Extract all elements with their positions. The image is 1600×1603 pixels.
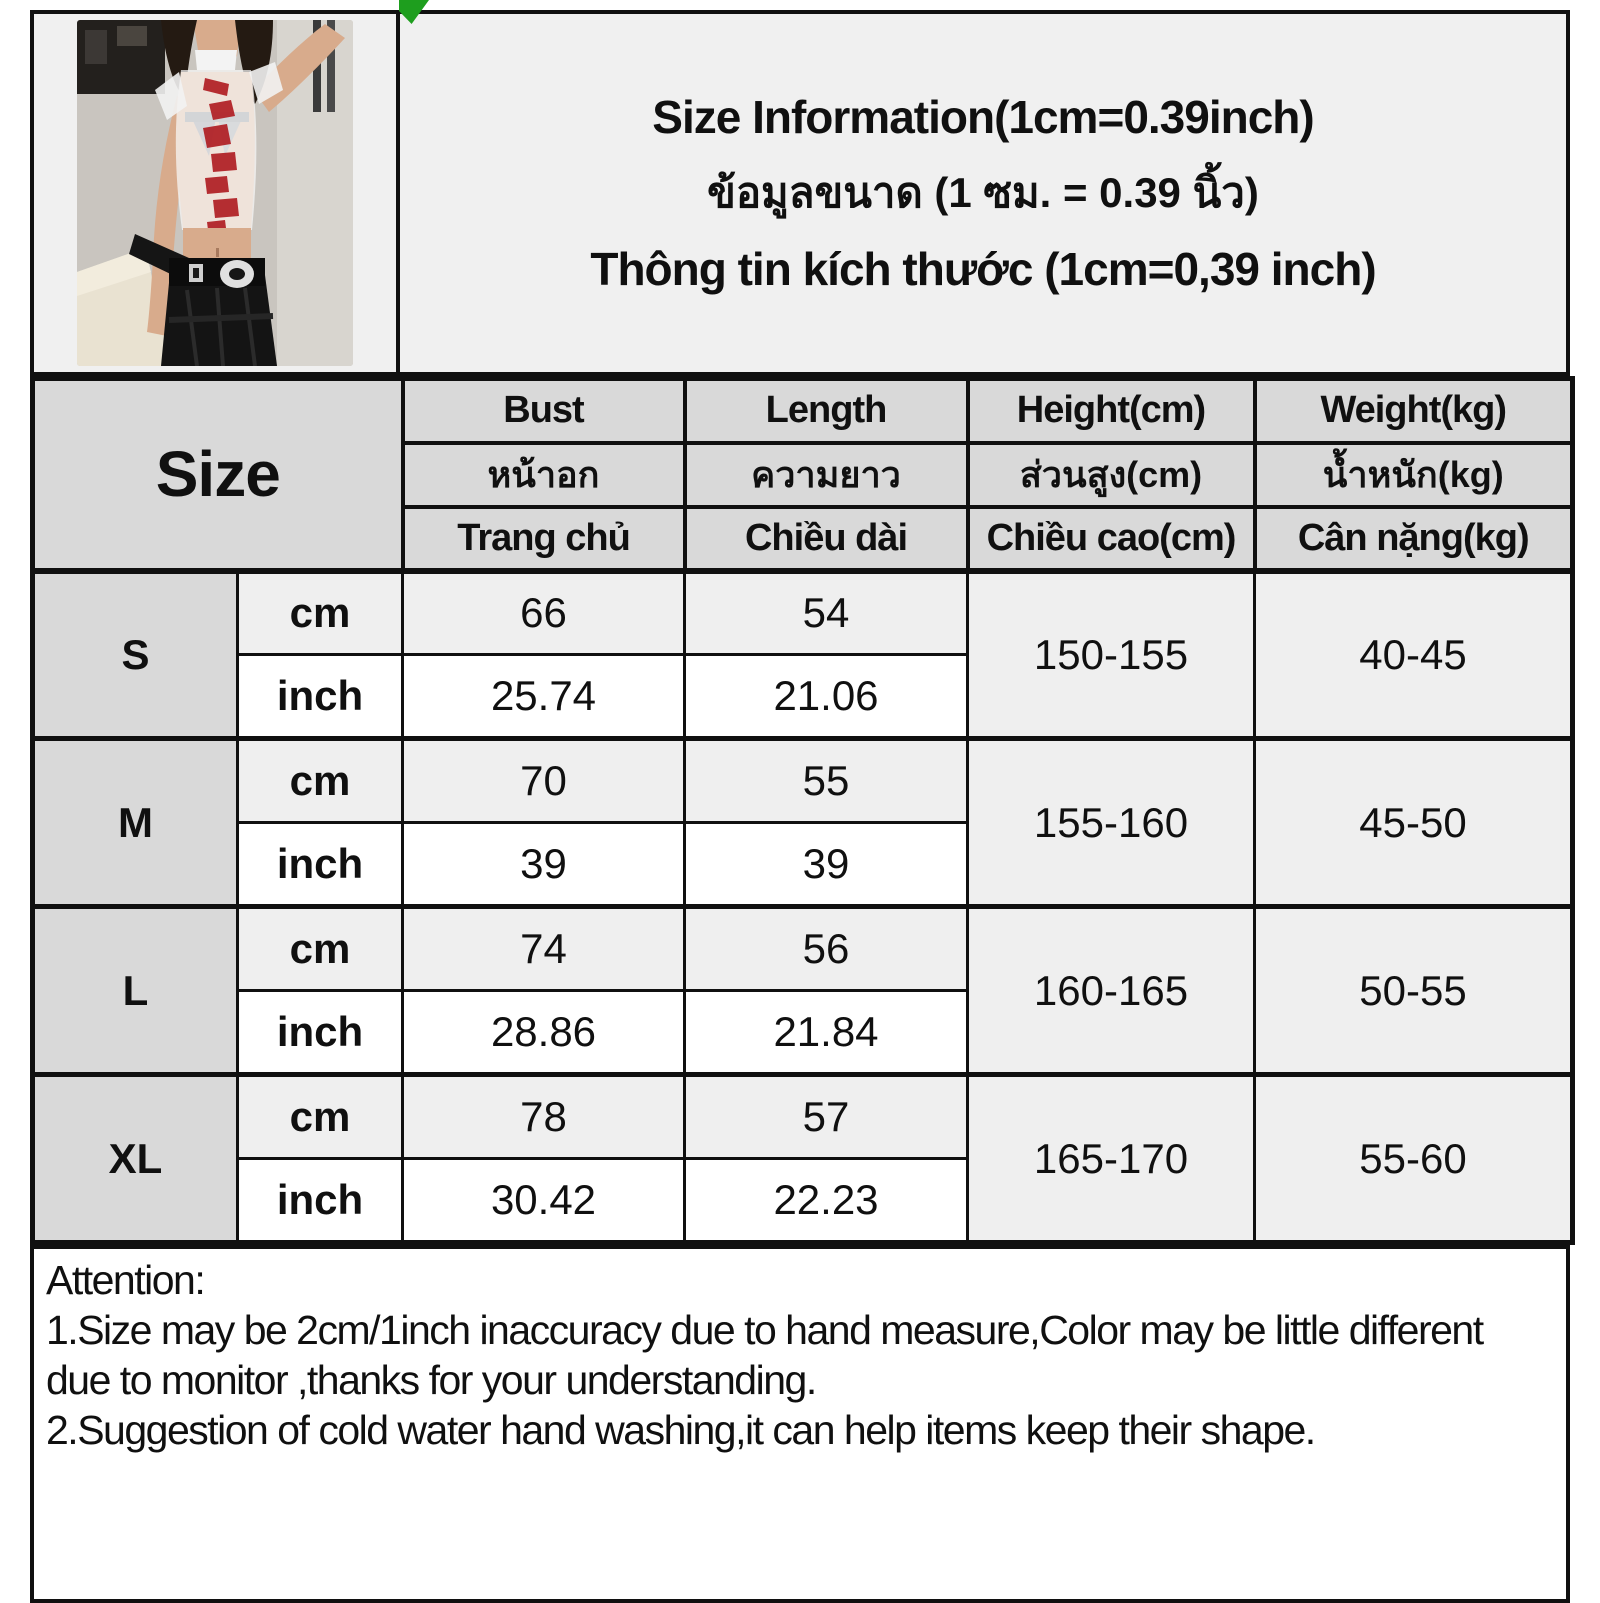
title-english: Size Information(1cm=0.39inch) [652,91,1314,143]
weight-range-value: 55-60 [1255,1075,1573,1243]
length-header-th: ความยาว [685,443,968,507]
attention-notes [30,1245,1570,1603]
attention-note-1: 1.Size may be 2cm/1inch inaccuracy due to hand measure,Color may be little different due to monitor ,thanks for your understanding. [46,1307,1483,1404]
bust-inch-value: 30.42 [403,1159,685,1243]
height-header-th: ส่วนสูง(cm) [968,443,1255,507]
bust-header-en: Bust [403,379,685,443]
length-header-vi: Chiều dài [685,507,968,571]
length-inch-value: 21.84 [685,991,968,1075]
bust-header-vi: Trang chủ [403,507,685,571]
bust-cm-value: 74 [403,907,685,991]
length-cm-value: 55 [685,739,968,823]
height-range-value: 160-165 [968,907,1255,1075]
weight-header-vi: Cân nặng(kg) [1255,507,1573,571]
weight-header-en: Weight(kg) [1255,379,1573,443]
length-cm-value: 56 [685,907,968,991]
unit-label-cm: cm [238,1075,403,1159]
unit-label-inch: inch [238,991,403,1075]
weight-range-value: 50-55 [1255,907,1573,1075]
size-row-cm [33,739,1573,823]
height-range-value: 165-170 [968,1075,1255,1243]
attention-heading: Attention: [46,1257,205,1303]
header-row-english [33,379,1573,443]
weight-header-th: น้ำหนัก(kg) [1255,443,1573,507]
bust-inch-value: 25.74 [403,655,685,739]
size-row-cm [33,907,1573,991]
size-label: XL [33,1075,238,1243]
length-cm-value: 57 [685,1075,968,1159]
length-header-en: Length [685,379,968,443]
size-column-header: Size [33,379,403,571]
bust-cm-value: 66 [403,571,685,655]
size-label: S [33,571,238,739]
product-photo-cell [30,10,400,376]
attention-note-2: 2.Suggestion of cold water hand washing,it can help items keep their shape. [46,1407,1315,1454]
product-photo [77,20,353,366]
size-table [30,376,1575,1245]
size-table-body [33,571,1573,1243]
title-thai: ข้อมูลขนาด (1 ซม. = 0.39 นิ้ว) [707,169,1259,216]
bust-inch-value: 28.86 [403,991,685,1075]
size-table-header [33,379,1573,571]
title-block [400,10,1570,376]
size-row-cm [33,1075,1573,1159]
unit-label-inch: inch [238,823,403,907]
size-row-cm [33,571,1573,655]
weight-range-value: 40-45 [1255,571,1573,739]
length-inch-value: 39 [685,823,968,907]
top-section [30,10,1570,376]
size-label: M [33,739,238,907]
unit-label-cm: cm [238,739,403,823]
length-cm-value: 54 [685,571,968,655]
weight-range-value: 45-50 [1255,739,1573,907]
unit-label-inch: inch [238,655,403,739]
bust-header-th: หน้าอก [403,443,685,507]
height-header-en: Height(cm) [968,379,1255,443]
bust-cm-value: 78 [403,1075,685,1159]
title-vietnamese: Thông tin kích thước (1cm=0,39 inch) [590,243,1376,295]
bust-cm-value: 70 [403,739,685,823]
bust-inch-value: 39 [403,823,685,907]
height-range-value: 155-160 [968,739,1255,907]
height-header-vi: Chiều cao(cm) [968,507,1255,571]
product-photo-illustration [77,20,353,366]
size-label: L [33,907,238,1075]
length-inch-value: 22.23 [685,1159,968,1243]
length-inch-value: 21.06 [685,655,968,739]
height-range-value: 150-155 [968,571,1255,739]
unit-label-cm: cm [238,571,403,655]
unit-label-cm: cm [238,907,403,991]
unit-label-inch: inch [238,1159,403,1243]
